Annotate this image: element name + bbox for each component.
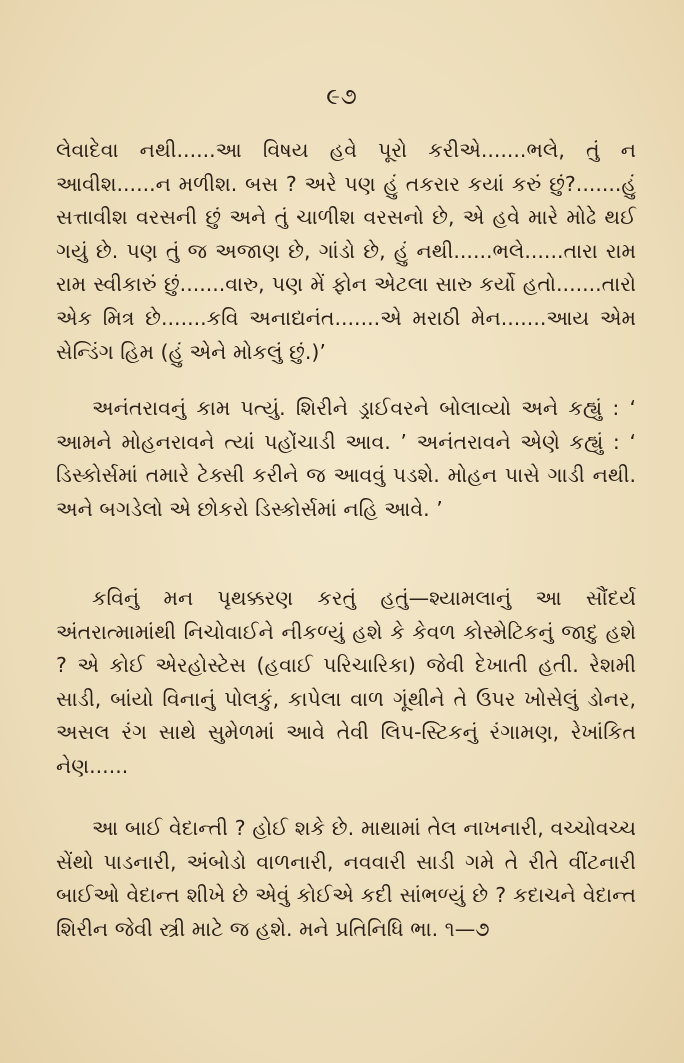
paragraph-1 — [56, 134, 636, 369]
paragraph-text: અનંતરાવનું કામ પત્યું. શિરીને ડ્રાઈવરને બોલાવ્યો અને કહ્યું : ‘ આમને મોહનરાવને ત્યાં પહોંચાડી આવ. ’ અનંતરાવને એણે કહ્યું : ‘ ડિસ્કોર્સમાં તમારે ટેક્સી કરીને જ આવવું પડશે. મોહન પાસે ગાડી નથી. અને બગડેલો એ છોકરો ડિસ્કોર્સમાં નહિ આવે. ’ — [56, 396, 636, 521]
paragraph-text: આ બાઈ વેદાન્તી ? હોઈ શકે છે. માથામાં તેલ નાખનારી, વચ્ચોવચ્ચ સેંથો પાડનારી, અંબોડો વાળનારી, નવવારી સાડી ગમે તે રીતે વીંટનારી બાઈઓ વેદાન્ત શીખે છે એવું કોઈએ કદી સાંભળ્યું છે ? કદાચને વેદાન્ત શિરીન જેવી સ્ત્રી માટે જ હશે. મને પ્રતિનિધિ ભા. ૧—૭ — [56, 816, 636, 941]
page-number: ૯૭ — [326, 84, 358, 110]
paragraph-2 — [56, 392, 636, 526]
paragraph-3 — [56, 582, 636, 784]
paragraph-text: લેવાદેવા નથી......આ વિષય હવે પૂરો કરીએ.......ભલે, તું ન આવીશ......ન મળીશ. બસ ? અરે પણ હું તકરાર કયાં કરું છું?.......હું સત્તાવીશ વરસની છું અને તું ચાળીશ વરસનો છે, એ હવે મારે મોઢે થઈ ગયું છે. પણ તું જ અજાણ છે, ગાંડો છે, હું નથી......ભલે......તારા રામ રામ સ્વીકારું છું.......વારુ, પણ મેં ફોન એટલા સારુ કર્યો હતો.......તારો એક મિત્ર છે.......કવિ અનાદ્યનંત.......એ મરાઠી મેન.......આય એમ સેન્ડિંગ હિમ (હું એને મોકલું છું.)’ — [56, 138, 636, 364]
paragraph-text: કવિનું મન પૃથક્કરણ કરતું હતું—શ્યામલાનું આ સૌંદર્ય અંતરાત્મામાંથી નિચોવાઈને નીકળ્યું હશે કે કેવળ કોસ્મેટિકનું જાદુ હશે ? એ કોઈ એરહોસ્ટેસ (હવાઈ પરિચારિકા) જેવી દેખાતી હતી. રેશમી સાડી, બાંયો વિનાનું પોલકું, કાપેલા વાળ ગૂંથીને તે ઉપર ખોસેલું ડોનર, અસલ રંગ સાથે સુમેળમાં આવે તેવી લિપ-સ્ટિકનું રંગામણ, રેખાંકિત નેણ...... — [56, 586, 636, 778]
paragraph-4 — [56, 812, 636, 946]
